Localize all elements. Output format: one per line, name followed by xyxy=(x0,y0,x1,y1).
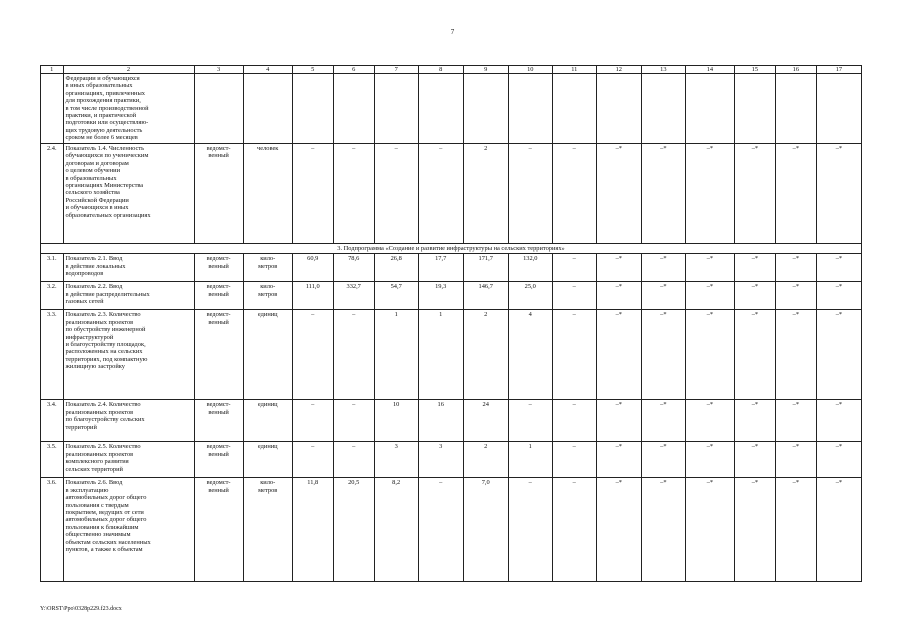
indicator-name-cell: Показатель 2.1. Ввод в действие локальных водопроводов xyxy=(63,254,194,282)
table-cell: – xyxy=(374,144,418,244)
table-cell xyxy=(418,74,463,144)
table-cell: 78,6 xyxy=(333,254,374,282)
table-cell: –* xyxy=(734,310,775,400)
table-cell: –* xyxy=(641,144,685,244)
table-cell: единиц xyxy=(243,400,292,442)
indicator-name-cell: Показатель 2.5. Количество реализованных проектов комплексного развития сельских территорий xyxy=(63,442,194,478)
table-cell: –* xyxy=(734,254,775,282)
table-cell: –* xyxy=(685,144,734,244)
table-cell xyxy=(641,74,685,144)
table-row xyxy=(41,282,862,310)
table-cell: – xyxy=(552,254,596,282)
table-cell xyxy=(734,74,775,144)
table-cell: ведомст- венный xyxy=(194,400,243,442)
table-cell: 24 xyxy=(463,400,508,442)
row-number-cell xyxy=(41,74,64,144)
table-cell xyxy=(194,74,243,144)
column-header: 8 xyxy=(418,66,463,74)
table-cell: 2 xyxy=(463,310,508,400)
column-header: 10 xyxy=(508,66,552,74)
column-header: 4 xyxy=(243,66,292,74)
column-header: 3 xyxy=(194,66,243,74)
table-cell: –* xyxy=(596,144,641,244)
table-cell: –* xyxy=(775,400,816,442)
table-cell: 8,2 xyxy=(374,478,418,582)
table-cell: 54,7 xyxy=(374,282,418,310)
table-cell: 146,7 xyxy=(463,282,508,310)
table-cell: 1 xyxy=(374,310,418,400)
table-cell: 19,3 xyxy=(418,282,463,310)
table-cell: 60,9 xyxy=(292,254,333,282)
table-cell xyxy=(333,74,374,144)
table-cell: 4 xyxy=(508,310,552,400)
table-cell xyxy=(685,74,734,144)
table-cell: – xyxy=(333,310,374,400)
table-cell xyxy=(292,74,333,144)
table-cell: – xyxy=(552,282,596,310)
table-cell: – xyxy=(333,442,374,478)
table-cell: –* xyxy=(775,310,816,400)
row-number-cell: 3.6. xyxy=(41,478,64,582)
table-cell: ведомст- венный xyxy=(194,478,243,582)
table-cell: – xyxy=(552,400,596,442)
indicator-name-cell: Федерации и обучающихся в иных образовательных организациях, привлеченных для прохождения практики, в том числе производственной практики, и практической подготовки или осуществляю- щих трудовую деятельность сроком не более 6 месяцев xyxy=(63,74,194,144)
table-cell: –* xyxy=(685,400,734,442)
page-number: 7 xyxy=(450,28,455,36)
table-cell: 26,8 xyxy=(374,254,418,282)
table-cell: –* xyxy=(775,282,816,310)
table-cell: –* xyxy=(734,282,775,310)
table-cell: ведомст- венный xyxy=(194,310,243,400)
table-cell: – xyxy=(333,144,374,244)
table-cell xyxy=(374,74,418,144)
table-cell: –* xyxy=(596,282,641,310)
table-row xyxy=(41,442,862,478)
table-cell xyxy=(243,74,292,144)
column-header: 14 xyxy=(685,66,734,74)
table-cell: – xyxy=(552,442,596,478)
table-body xyxy=(41,74,862,582)
table-cell: ведомст- венный xyxy=(194,144,243,244)
table-cell: ведомст- венный xyxy=(194,254,243,282)
table-cell xyxy=(552,74,596,144)
table-cell: 11,8 xyxy=(292,478,333,582)
table-cell: –* xyxy=(775,442,816,478)
indicator-name-cell: Показатель 2.3. Количество реализованных проектов по обустройству инженерной инфраструктурой и благоустройству площадок, расположенных на сельских территориях, под компактную жилищную застройку xyxy=(63,310,194,400)
table-cell: –* xyxy=(641,310,685,400)
table-cell: –* xyxy=(641,254,685,282)
table-cell: –* xyxy=(641,442,685,478)
table-cell: –* xyxy=(734,144,775,244)
table-cell: –* xyxy=(685,310,734,400)
row-number-cell: 2.4. xyxy=(41,144,64,244)
table-cell: –* xyxy=(596,442,641,478)
indicator-name-cell: Показатель 2.6. Ввод в эксплуатацию автомобильных дорог общего пользования с твердым покрытием, ведущих от сети автомобильных дорог общего пользования к ближайшим общественно значимым объектам сельских населенных пунктов, а также к объектам xyxy=(63,478,194,582)
table-cell: кило- метров xyxy=(243,282,292,310)
table-cell xyxy=(775,74,816,144)
table-cell: – xyxy=(508,400,552,442)
table-cell: 3 xyxy=(418,442,463,478)
table-row xyxy=(41,310,862,400)
table-cell xyxy=(596,74,641,144)
table-cell: –* xyxy=(596,310,641,400)
table-cell: – xyxy=(292,400,333,442)
indicator-name-cell: Показатель 2.4. Количество реализованных проектов по благоустройству сельских территорий xyxy=(63,400,194,442)
row-number-cell: 3.5. xyxy=(41,442,64,478)
table-row xyxy=(41,254,862,282)
table-cell: –* xyxy=(775,144,816,244)
column-header: 6 xyxy=(333,66,374,74)
indicator-name-cell: Показатель 1.4. Численность обучающихся по ученическим договорам и договорам о целевом обучении в образовательных организациях Министерства сельского хозяйства Российской Федерации и обучающихся в иных образовательных организациях xyxy=(63,144,194,244)
table-cell: –* xyxy=(816,144,861,244)
column-header: 7 xyxy=(374,66,418,74)
table-cell: –* xyxy=(816,254,861,282)
section-row xyxy=(41,244,862,254)
section-title: 3. Подпрограмма «Создание и развитие инфраструктуры на сельских территориях» xyxy=(41,244,862,254)
table-row xyxy=(41,400,862,442)
table-cell: –* xyxy=(596,478,641,582)
table-cell: –* xyxy=(816,478,861,582)
table-cell: –* xyxy=(734,400,775,442)
table-cell: – xyxy=(508,478,552,582)
table-cell: –* xyxy=(641,400,685,442)
table-cell: – xyxy=(292,310,333,400)
table-cell: 25,0 xyxy=(508,282,552,310)
footer-file-path: Y:\ORST\Ppo\0328p229.f23.docx xyxy=(40,606,122,612)
indicator-name-cell: Показатель 2.2. Ввод в действие распределительных газовых сетей xyxy=(63,282,194,310)
table-cell: 171,7 xyxy=(463,254,508,282)
table-cell: –* xyxy=(596,400,641,442)
table-cell: 10 xyxy=(374,400,418,442)
table-cell: 2 xyxy=(463,144,508,244)
table-cell: – xyxy=(552,310,596,400)
table-cell: кило- метров xyxy=(243,254,292,282)
table-cell: 17,7 xyxy=(418,254,463,282)
column-header: 9 xyxy=(463,66,508,74)
table-cell: 1 xyxy=(418,310,463,400)
table-cell: 7,0 xyxy=(463,478,508,582)
table-cell: 2 xyxy=(463,442,508,478)
table-cell: –* xyxy=(816,400,861,442)
table-cell: –* xyxy=(641,282,685,310)
row-number-cell: 3.4. xyxy=(41,400,64,442)
row-number-cell: 3.1. xyxy=(41,254,64,282)
table-cell: – xyxy=(333,400,374,442)
table-cell: человек xyxy=(243,144,292,244)
table-cell: –* xyxy=(685,254,734,282)
table-cell: –* xyxy=(685,478,734,582)
table-cell xyxy=(508,74,552,144)
table-cell: – xyxy=(418,478,463,582)
table-cell: 1 xyxy=(508,442,552,478)
table-cell: 132,0 xyxy=(508,254,552,282)
table-cell: –* xyxy=(816,310,861,400)
table-cell: –* xyxy=(734,478,775,582)
table-row xyxy=(41,478,862,582)
column-header: 2 xyxy=(63,66,194,74)
table-row xyxy=(41,144,862,244)
table-cell: –* xyxy=(734,442,775,478)
table-header-row xyxy=(41,66,862,74)
table-cell: – xyxy=(552,478,596,582)
table-cell: единиц xyxy=(243,442,292,478)
table-cell xyxy=(816,74,861,144)
table-cell: –* xyxy=(775,254,816,282)
table-cell: –* xyxy=(641,478,685,582)
table-cell: 3 xyxy=(374,442,418,478)
table-cell: –* xyxy=(685,442,734,478)
column-header: 17 xyxy=(816,66,861,74)
table-row xyxy=(41,74,862,144)
table-cell: единиц xyxy=(243,310,292,400)
table-cell: – xyxy=(292,144,333,244)
table-cell: 111,0 xyxy=(292,282,333,310)
table-cell: –* xyxy=(596,254,641,282)
column-header: 5 xyxy=(292,66,333,74)
table-cell: – xyxy=(292,442,333,478)
table-cell: –* xyxy=(816,442,861,478)
column-header: 16 xyxy=(775,66,816,74)
table-cell: –* xyxy=(685,282,734,310)
table-cell: –* xyxy=(816,282,861,310)
table-cell: 332,7 xyxy=(333,282,374,310)
table-cell: –* xyxy=(775,478,816,582)
table-cell: ведомст- венный xyxy=(194,442,243,478)
indicators-table xyxy=(40,65,862,582)
column-header: 13 xyxy=(641,66,685,74)
table-cell: – xyxy=(508,144,552,244)
table-cell xyxy=(463,74,508,144)
row-number-cell: 3.2. xyxy=(41,282,64,310)
column-header: 12 xyxy=(596,66,641,74)
column-header: 1 xyxy=(41,66,64,74)
table-cell: кило- метров xyxy=(243,478,292,582)
table-cell: 16 xyxy=(418,400,463,442)
table-cell: – xyxy=(418,144,463,244)
table-cell: 20,5 xyxy=(333,478,374,582)
table-cell: ведомст- венный xyxy=(194,282,243,310)
column-header: 15 xyxy=(734,66,775,74)
row-number-cell: 3.3. xyxy=(41,310,64,400)
table-cell: – xyxy=(552,144,596,244)
column-header: 11 xyxy=(552,66,596,74)
